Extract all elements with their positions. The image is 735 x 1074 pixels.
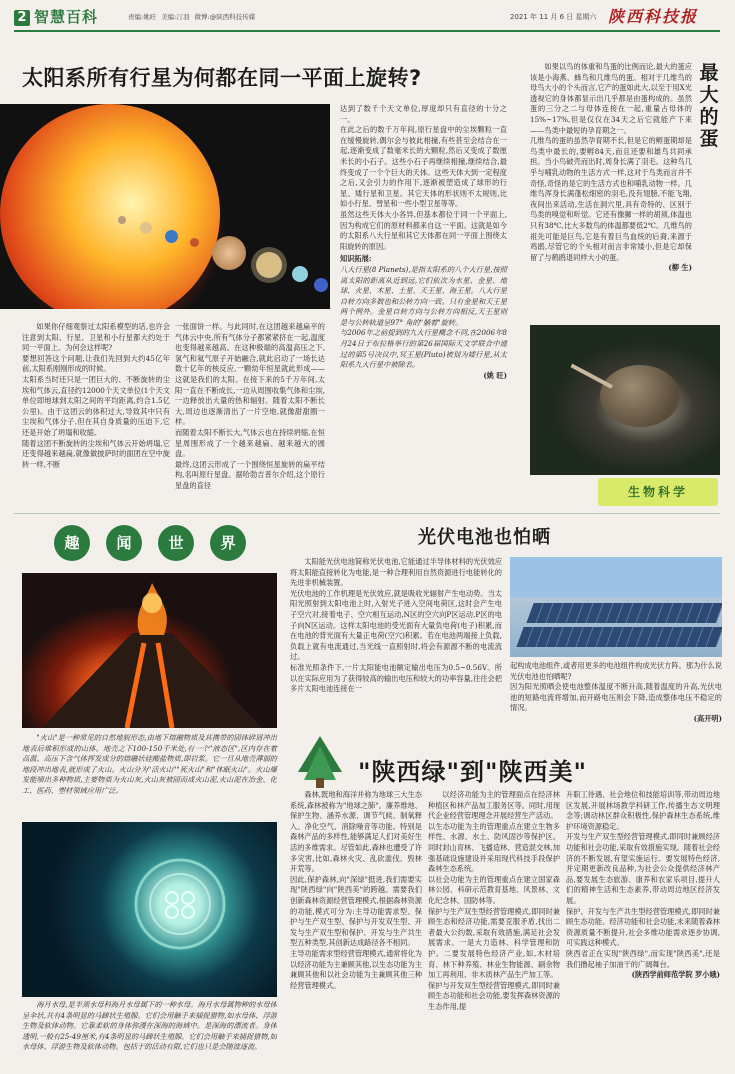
planet-icon — [212, 236, 246, 270]
heading-char: 趣 — [54, 525, 90, 561]
biology-section-tag: 生物科学 — [598, 478, 718, 506]
knowledge-text: 八大行星(8 Planets),是指太阳系的八个大行星,按照离太阳的距离从近到远,它们依次为水星、金星、地球、火星、木星、土星、天王星、海王星。八大行星自转方向多数也和公转方向一致。只有金星和天王星两个例外。金星自转方向与公转方向相反,天王星则是与公转轨道呈97° 角的"躺着"旋转。 与2006年之前提到的九大行星概念不同,在2006年8月24日于布拉格举行的第26届国际天文学联合中通过的第5号决议中,冥王星(Pluto)被划为矮行星,从太阳系九大行星中被除名。 — [340, 264, 507, 370]
heading-char: 世 — [158, 525, 194, 561]
issue-date: 2021 年 11 月 6 日 星期六 — [510, 13, 597, 21]
pv-article-title: 光伏电池也怕晒 — [418, 527, 551, 548]
planet-icon — [165, 230, 178, 243]
volcano-eruption-photo-icon — [22, 573, 277, 728]
solar-column-1: 如果你仔细观察过太阳系模型的话,也许会注意到太阳、行星、卫星和小行星都大约处于同一平面上。为何会这样呢? 要想回答这个问题,让我们先回到大约45亿年前,太阳系刚刚形成的时候。 太阳系当时还只是一团巨大的、不断旋转的尘埃和气体云,直径约12000个天文单位(1个天文单位即地球到太阳之间的平均距离,约合1.5亿公里)。由于这团云的体积过大,导致其中只有尘埃和气体分子,但在其自身质量的压迫下,它还是开始了坍塌和收缩。 随着这团不断旋转的尘埃和气体云开始坍塌,它还变得越来越扁,就像做披萨时的面团在空中旋转一样,不断 — [22, 322, 170, 469]
page-number: 2 — [14, 10, 30, 26]
header-rule — [14, 30, 720, 32]
egg-article-title: 最大的蛋 — [699, 62, 719, 150]
solar-panel-icon — [526, 603, 722, 623]
section-divider — [14, 513, 720, 514]
section-name: 智慧 — [34, 8, 67, 26]
jellyfish-caption: 海月水母,是半须水母科海月水母属下的一种水母。海月水母属物种的水母体呈伞状,共有4条明显的马蹄状生殖腺。它们会用触手来捕捉猎物,如水母体、浮游生物及软体动物。它靠柔软的身体弥漫在深海的海域中。是深海的漂流者。身体透明,一般有25-49厘米,有4条明显的马蹄状生殖腺。它们会用触手来捕捉猎物,如水母体、浮游生物及软体动物。包括于的活动有限,它们也只是会随波逐流。 — [22, 1000, 277, 1052]
editors-line: 责编:姚旺 美编:汀羽 微博:@陕西科技传媒 — [128, 13, 256, 21]
egg-author: (柳 生) — [668, 263, 692, 273]
volcano-icon — [22, 573, 277, 728]
solar-column-2: 一张面饼一样。与此同时,在这团越来越扁平的气体云中央,所有气体分子都紧紧挤在一起,温度也变得越来越高。在这种极端的高温高压之下,氢气和氦气原子开始融合,就此启动了一场长达数十亿年的核反应,一颗幼年恒星就此形成——这就是我们的太阳。在接下来的5千万年间,太阳一直在不断成长,一边从周围收集气体和尘埃,一边释放出大量的热和辐射。随着太阳不断长大,周边也逐渐清出了一片空地,就像甜甜圈一样。 而随着太阳不断长大,气体云也在持续坍缩,在恒星周围形成了一个越来越扁、越来越大的圆盘。 最终,这团云形成了一个围绕恒星旋转的扁平结构,名叫原行星盘。据哈勃吉普尔介绍,这个原行星盘的直径 — [175, 322, 325, 490]
heading-char: 界 — [210, 525, 246, 561]
egg-article-body — [530, 62, 692, 274]
forest-tree-logo-icon — [290, 732, 350, 790]
solar-body-text: 达到了数千个天文单位,厚度却只有直径的十分之一。 在此之后的数千万年间,原行星盘中的尘埃颗粒一直在缓慢旋转,偶尔会与彼此相撞,有些甚至会结合在一起,逐渐变成了数毫米长的大颗粒,然后又变成了数厘米长的小石子。这些小石子再继续相撞,继续结合,最终变成了一个个巨大的天体。这些天体大到一定程度之后,又会引力的作用下,逐渐被塑造成了球形的行星、矮行星和卫星。其它天体的形状则不太规则,比如小行星、彗星和一些小型卫星等等。 虽然这些天体大小各异,但基本都位于同一个平面上,因为构成它们的原材料都来自这一平面。这就是如今的太阳系八大行星和其它天体都在同一平面上围绕太阳旋转的原因。 — [340, 104, 507, 251]
tree-icon — [290, 732, 350, 790]
planet-icon — [118, 216, 126, 224]
kiwi-bird-photo-icon — [530, 325, 720, 475]
section-logo — [34, 6, 98, 27]
planet-icon — [190, 238, 199, 247]
jellyfish-icon — [22, 822, 277, 997]
heading-char: 闻 — [106, 525, 142, 561]
planet-icon — [140, 222, 152, 234]
green-text-continued: 升职工待遇、社会地位和技能培训等,带动周边地区发展,开展林场教学科研工作,传播生态文明理念等;调动林区群众积极性,保护森林生态系统,维护环境资源稳定。 开发与生产双生型经营管理模式,即同时兼顾经济功能和社会功能,采取有效措施实现。随着社会经济的不断发展,有望实施运行。要发展特色经济,并定期更新改良品种,为社会公众提供经济林产品,要发展生态旅游、康养和农家乐项目,提升人们的精神生活和生态素养,带动周边地区经济发展。 保护、开发与生产共生型经营管理模式,即同时兼顾生态功能、经济功能和社会功能,未来随着森林资源质量不断提升,社会多维功能需求逐步协调,可实践这种模式。 陕西省正在实现"陕西绿",而实现"陕西美",还是我们撸起袖子加油干的广阔舞台。 — [566, 790, 720, 969]
solar-article-title: 太阳系所有行星为何都在同一平面上旋转? — [22, 66, 422, 90]
planet-icon — [256, 252, 282, 278]
world-section-heading — [54, 525, 264, 565]
green-column-1: 森林,既地和海洋并称为地球三大生态系统,森林被称为"地球之肺"。廉养维地、保护生物、涵养水源、调节气候、制氧释入、净化空气、消除噪音等功能。特别是森林产品的多样性,能够满足人们对美好生活的多维需求。尽管如此,森林也遭受了许多灾害,比如,森林火灾、乱砍滥伐、毁林开荒等。 因此,保护森林,向"深绿"挺进,我们需要实现"陕西绿"向"陕西美"的跨越。需要我们创新森林资源经营管理模式,根据森林资源的功能,模式可分为:主导功能需求型、保护与生产双生型、保护与开发双生型、开发与生产双生型和保护、开发与生产共生型五种类型,其创新达成路径各不相同。 主导功能需求型经营管理模式,通常将化为以经济功能为主兼顾其他,以生态功能为主兼顾其他和以社会功能为主兼顾其他三种经营管理模式。 — [290, 790, 422, 990]
green-column-3 — [566, 790, 720, 981]
solar-system-illustration-icon — [0, 104, 330, 309]
section-accent: 百科 — [66, 8, 99, 26]
solar-column-3 — [340, 104, 507, 381]
solar-author: (姚 旺) — [483, 370, 507, 380]
kiwi-body-icon — [600, 365, 680, 427]
newspaper-masthead: 陕西科技报 — [608, 7, 699, 26]
volcano-caption: "火山"是一种常见的自然地貌形态,由地下熔融物质及其携带的固体碎屑冲出地表后堆积形成的山体。地壳之下100-150千米处,有一个"液态区",区内存在着高温、高压下含气体挥发成分的熔融状硅酸盐物质,即岩浆。它一旦从地壳薄弱的地段冲出地表,就形成了火山。火山分为"活火山""死火山"和"休眠火山"。火山爆发能喷出多种物质,主要物质为火山灰,火山灰被固而成火山泥,火山泥在冶金、化工、医药、塑材领域应用广泛。 — [22, 733, 277, 795]
egg-text: 如果以鸟的体重和鸟蛋的比例而论,最大的蛋应该是小海燕、蜂鸟和几维鸟的蛋。相对于几维鸟的母鸟大小的个头而言,它产的蛋如此大,以至于用X光透视它的身体都显示出几乎都是由蛋构成的。虽然蛋的三分之二与母体连接在一起,重量占母体的15%~17%,但是仅仅在34天之后它就能产下来——鸟类中最短的孕育期之一。 几维鸟的蛋的虽然孕育期不长,但是它的孵蛋期却是鸟类中最长的,要孵84天,而且还要和雄鸟共同承担。当小鸟破壳而出时,周身长满了羽毛。这种鸟几乎与哺乳动物的生活方式一样,这对于鸟类而言并不奇怪,奇怪的是它的生活方式也和哺乳动物一样。几维鸟浑身长满蓬松细密的羽毛,没有翅膀,不能飞翔,夜间出来活动,生活在洞穴里,具有奇特的、区别于鸟类的嗅觉和听觉。它还有像狮一样的胡须,体温也只有38℃,比大多数鸟的体温都要低2℃。几维鸟的祖先可能是巨鸟,它是有着巨鸟血统的后裔,来源于鸡鹃,尽管它的个头相对而言非常矮小,但是它却保留了与鹤鸥退同样大小的蛋。 — [530, 62, 692, 262]
solar-panel-icon — [516, 627, 722, 647]
sun-icon — [0, 104, 220, 309]
planet-icon — [314, 278, 328, 292]
pv-column-2 — [510, 661, 722, 725]
kiwi-beak-icon — [570, 364, 612, 389]
pv-column-1: 太阳能光伏电池简称光伏电池,它能通过半导体材料的光伏效应将太阳能直接转化为电能,是一种合理利用自然资源进行电能转化的先进非机械装置。 光伏电池的工作机理是光伏效应,就是吸收光辐射产生电动势。当太阳光照射到太阳电池上时,入射光子进入空间电荷区,这时会产生电子空穴对,接着电子、空穴相互运动,N区的空穴向P区运动,P区的电子向N区运动。这样太阳电池的受光面有大量负电荷(电子)积累,而在电池的背光面有大量正电荷(空穴)积累。若在电池两端接上负载,负载上就有电流通过,当光线一直照射时,将会有源源不断的电流流过。 标准光照条件下,一片太阳能电池额定输出电压为0.5~0.56V。所以在实际应用为了获得较高的输出电压和较大的功率容量,往往会把多片太阳电池连接在一 — [290, 557, 502, 694]
pv-author: (高开明) — [693, 713, 722, 723]
pv-text-continued: 起构成电池组件,或者用更多的电池组件构成光伏方阵。那为什么说光伏电池也怕晒呢? 因为阳光照晒会使电池整体温度不断升高,随着温度的升高,光伏电池的短路电流将增加,而开路电压则会下降,造成整体电压不稳定的情况。 — [510, 661, 722, 713]
planet-icon — [292, 266, 308, 282]
sea-moon-jellyfish-photo-icon — [22, 822, 277, 997]
solar-panel-array-photo-icon — [510, 557, 722, 657]
knowledge-heading: 知识拓展: — [340, 254, 372, 264]
green-article-title: "陕西绿"到"陕西美" — [358, 758, 588, 786]
green-column-2: 以经济功能为主的管理面点在经济林种植区和林产品加工服务区等。同时,用现代企业经营管理理念开展经营生产活动。 以生态功能为主的管理重点在建立生物多样性、水源、水土、防风固沙等保护区。同时封山育林、飞播造林、营造混交林,加强基础设施建设并采用现代科技手段保护森林生态系统。 以社会功能为主的管理重点在建立国家森林公园、科研示范教育基地、风景林、文化纪念林、国防林等。 保护与生产双生型经营管理模式,即同时兼顾生态和经济功能,需要克服矛盾,找出二者最大公约数,采取有效措施,满足社会发展需求。一是大力造林、科学管理和防护。二要发展特色经济产业,如,木材培育、林下种养殖、林业生物能源、刷余物加工再利用、非木质林产品生产加工等。 保护与开发双生型经营管理模式,即同时兼顾生态功能和社会功能,要发挥森林资源的生态作用,提 — [428, 790, 560, 1011]
green-author: (陕西学前师范学院 罗小娥) — [631, 970, 720, 980]
page-header — [0, 0, 735, 56]
